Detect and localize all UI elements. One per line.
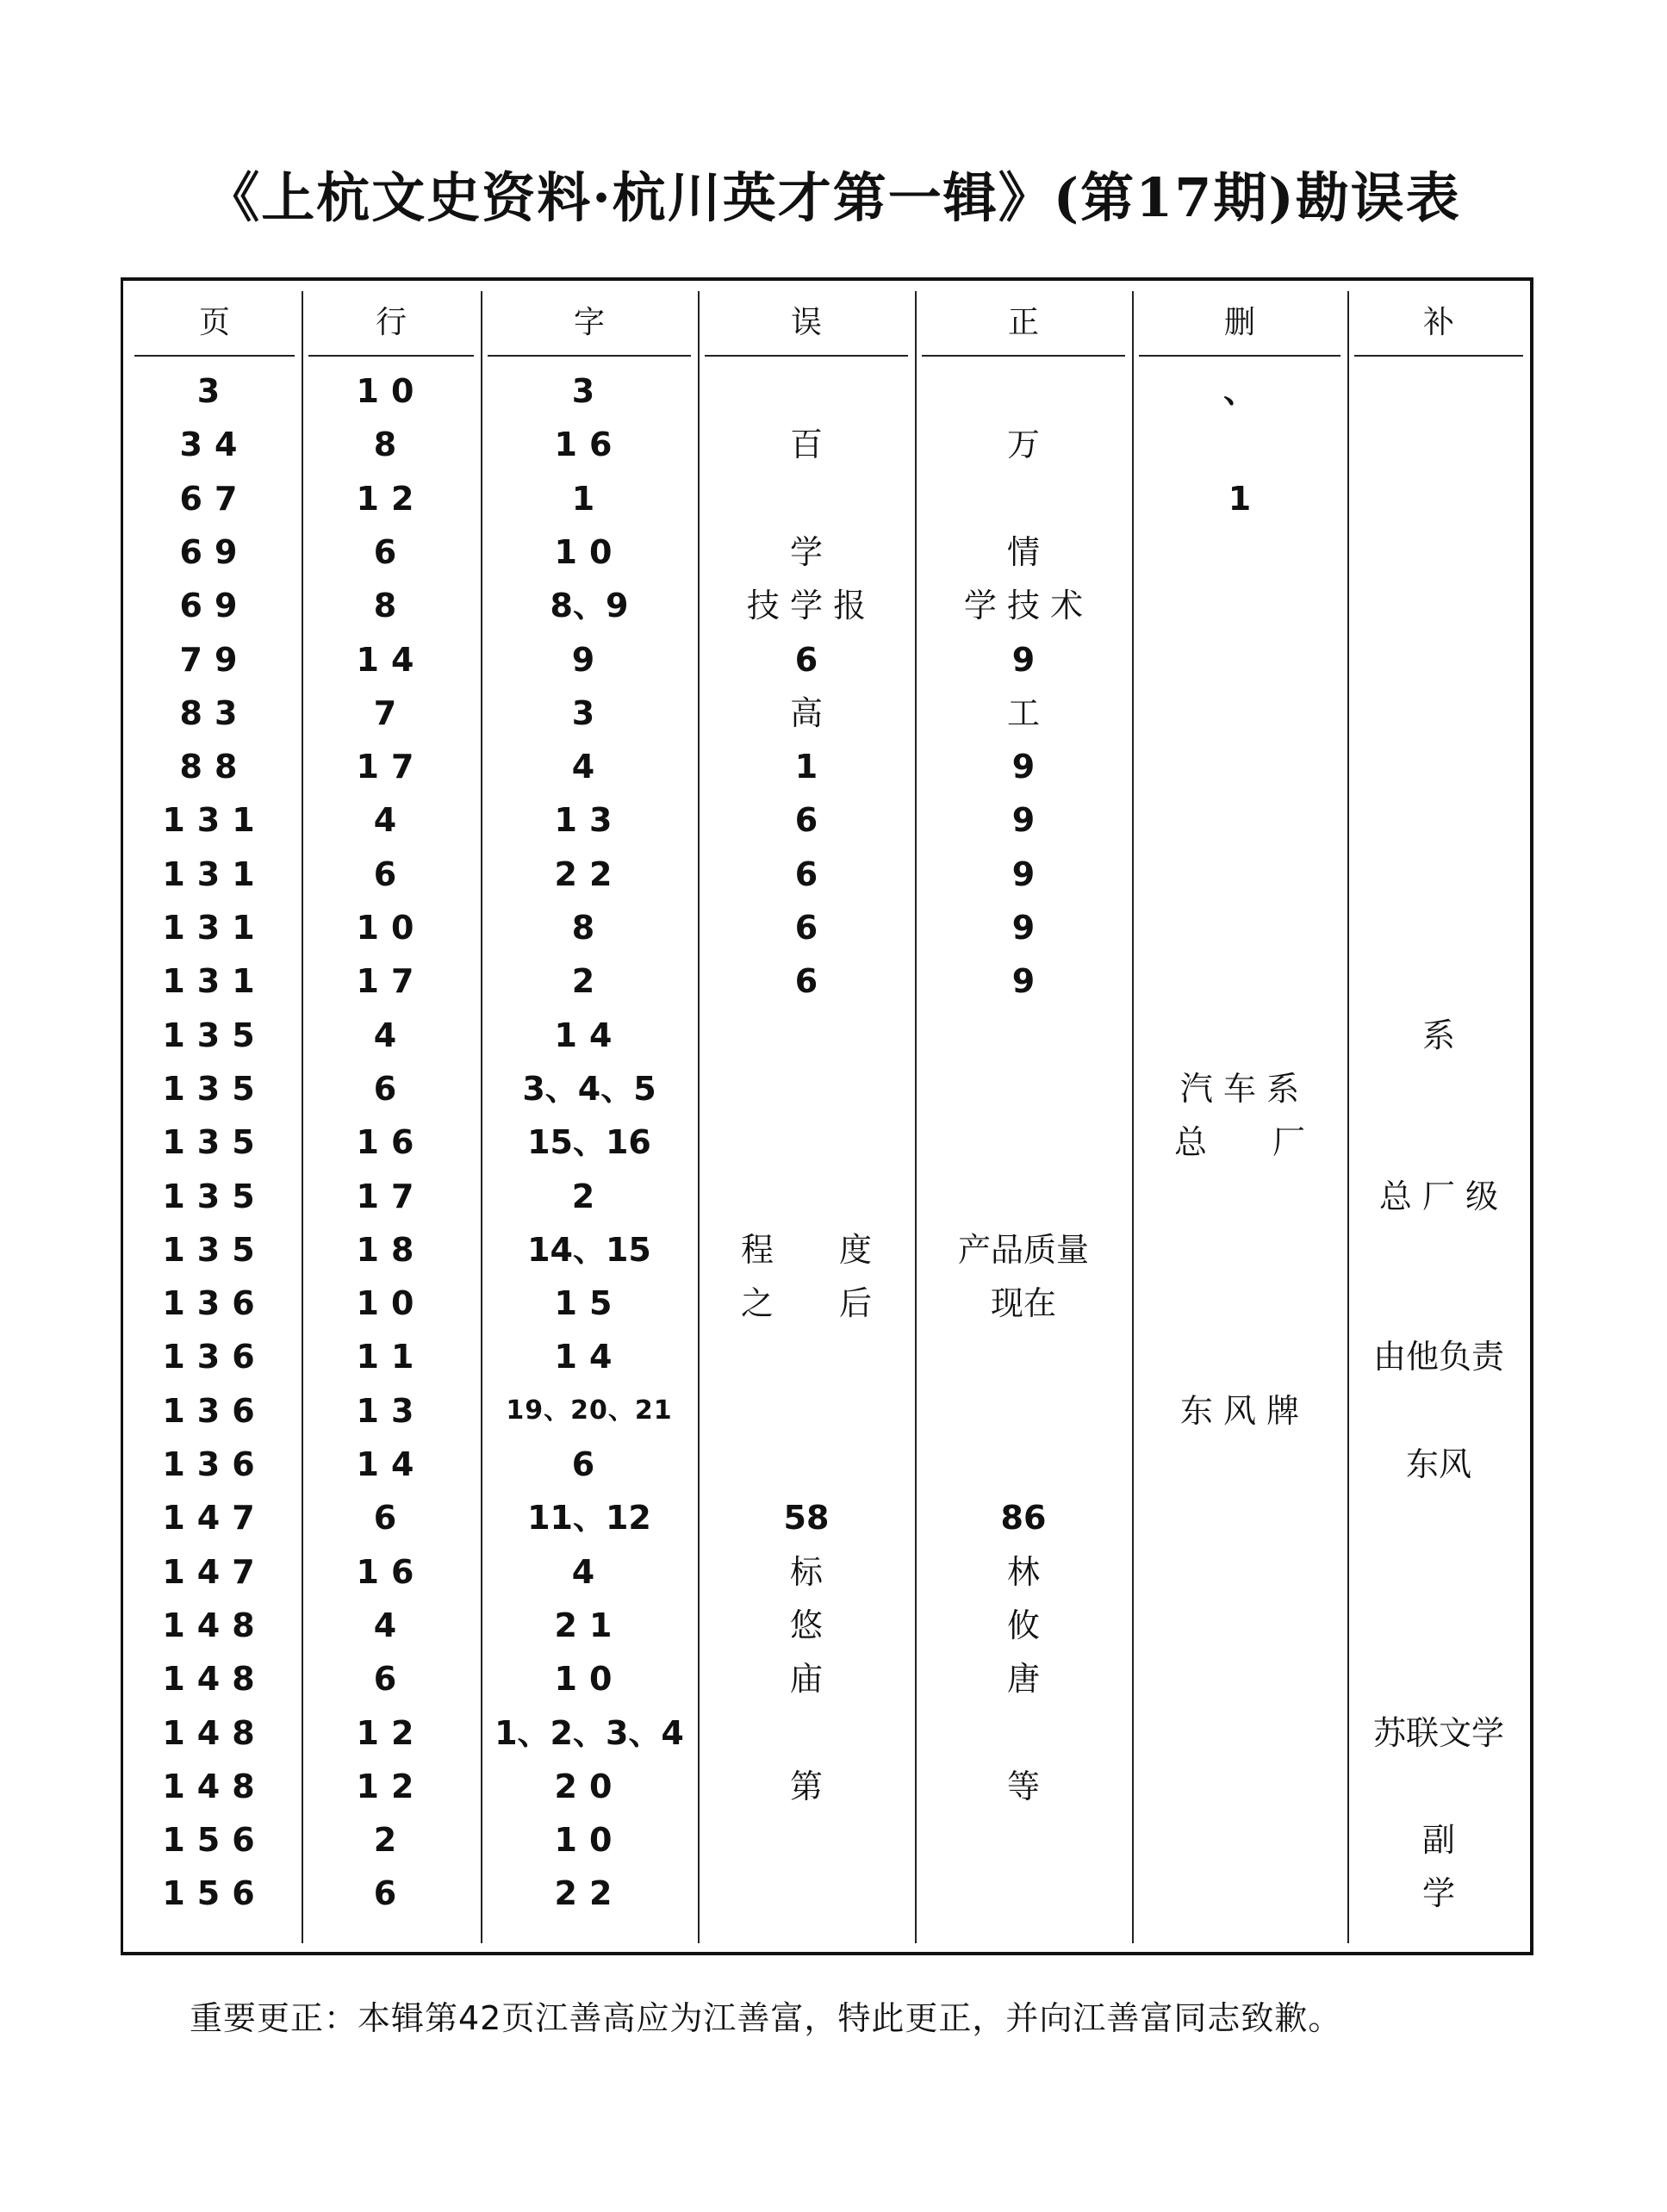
header-delete: 删 xyxy=(1223,305,1255,340)
cell-char: 8 xyxy=(571,909,607,947)
cell-page: 148 xyxy=(162,1713,267,1752)
cell-line: 16 xyxy=(356,1552,426,1591)
cell-page: 148 xyxy=(162,1767,267,1805)
cell-line: 13 xyxy=(356,1391,426,1430)
cell-error: 程 度 xyxy=(740,1230,872,1269)
cell-char: 21 xyxy=(554,1606,625,1644)
cell-delete: 汽 车 系 xyxy=(1179,1069,1300,1108)
header-underline xyxy=(1354,355,1523,357)
cell-line: 4 xyxy=(373,801,409,840)
cell-page: 136 xyxy=(162,1391,267,1430)
cell-line: 6 xyxy=(373,1069,409,1108)
cell-line: 4 xyxy=(373,1606,409,1644)
cell-char: 3 xyxy=(571,372,607,410)
cell-line: 6 xyxy=(373,1660,409,1699)
cell-char: 11、12 xyxy=(527,1499,651,1538)
cell-line: 6 xyxy=(373,854,409,893)
cell-char: 16 xyxy=(554,426,625,464)
cell-correct: 情 xyxy=(1006,532,1040,571)
cell-line: 6 xyxy=(373,532,409,571)
cell-page: 147 xyxy=(162,1552,267,1591)
cell-line: 8 xyxy=(373,587,409,625)
cell-add: 由他负责 xyxy=(1372,1338,1504,1376)
cell-line: 6 xyxy=(373,1499,409,1538)
cell-delete: 1 xyxy=(1228,479,1252,518)
cell-error: 悠 xyxy=(789,1606,823,1644)
cell-error: 高 xyxy=(789,693,823,732)
page-title: 《上杭文史资料·杭川英才第一辑》(第17期)勘误表 xyxy=(206,166,1461,229)
cell-correct: 万 xyxy=(1006,426,1040,464)
header-line: 行 xyxy=(375,305,407,340)
cell-char: 15 xyxy=(554,1284,625,1323)
cell-char: 22 xyxy=(554,1874,625,1913)
cell-char: 2 xyxy=(571,962,607,1001)
cell-page: 135 xyxy=(162,1123,267,1162)
cell-error: 百 xyxy=(789,426,823,464)
cell-error: 庙 xyxy=(789,1660,823,1699)
footer-note: 重要更正：本辑第42页江善高应为江善富，特此更正，并向江善富同志致歉。 xyxy=(190,1999,1342,2037)
cell-page: 148 xyxy=(162,1606,267,1644)
cell-page: 88 xyxy=(179,748,250,786)
cell-line: 10 xyxy=(356,372,426,410)
cell-line: 14 xyxy=(356,640,426,679)
cell-correct: 9 xyxy=(1011,962,1036,1001)
cell-page: 69 xyxy=(179,587,250,625)
cell-add: 东风 xyxy=(1405,1445,1471,1483)
cell-line: 10 xyxy=(356,1284,426,1323)
cell-char: 14 xyxy=(554,1338,625,1376)
cell-correct: 唐 xyxy=(1006,1660,1040,1699)
cell-char: 2 xyxy=(571,1177,607,1215)
cell-error: 第 xyxy=(789,1767,823,1805)
cell-add: 学 xyxy=(1421,1874,1455,1913)
cell-delete: 东 风 牌 xyxy=(1179,1391,1300,1430)
cell-page: 147 xyxy=(162,1499,267,1538)
cell-error: 6 xyxy=(794,854,818,893)
header-page: 页 xyxy=(198,305,230,340)
cell-correct: 林 xyxy=(1006,1552,1040,1591)
cell-error: 58 xyxy=(783,1499,830,1538)
cell-correct: 现在 xyxy=(990,1284,1056,1323)
cell-line: 12 xyxy=(356,1713,426,1752)
header-underline xyxy=(488,355,691,357)
cell-page: 79 xyxy=(179,640,250,679)
cell-correct: 工 xyxy=(1006,693,1040,732)
cell-error: 6 xyxy=(794,909,818,947)
cell-char: 15、16 xyxy=(527,1123,651,1162)
cell-char: 14、15 xyxy=(527,1230,651,1269)
header-underline xyxy=(308,355,474,357)
header-underline xyxy=(134,355,295,357)
cell-char: 9 xyxy=(571,640,607,679)
column-divider xyxy=(1347,291,1349,1943)
cell-char: 10 xyxy=(554,1660,625,1699)
cell-line: 17 xyxy=(356,1177,426,1215)
cell-correct: 9 xyxy=(1011,909,1036,947)
cell-line: 12 xyxy=(356,479,426,518)
cell-line: 14 xyxy=(356,1445,426,1483)
cell-page: 156 xyxy=(162,1821,267,1860)
header-add: 补 xyxy=(1422,305,1454,340)
cell-char: 10 xyxy=(554,532,625,571)
cell-add: 副 xyxy=(1421,1821,1455,1860)
cell-char: 1 xyxy=(571,479,607,518)
cell-char: 4 xyxy=(571,1552,607,1591)
cell-char: 8、9 xyxy=(550,587,629,625)
cell-page: 148 xyxy=(162,1660,267,1699)
cell-page: 3 xyxy=(196,372,233,410)
cell-error: 标 xyxy=(789,1552,823,1591)
header-underline xyxy=(922,355,1125,357)
cell-page: 69 xyxy=(179,532,250,571)
cell-line: 16 xyxy=(356,1123,426,1162)
header-underline xyxy=(705,355,908,357)
cell-correct: 9 xyxy=(1011,748,1036,786)
cell-correct: 9 xyxy=(1011,640,1036,679)
cell-correct: 9 xyxy=(1011,801,1036,840)
header-error: 误 xyxy=(790,305,822,340)
cell-correct: 学 技 术 xyxy=(963,587,1084,625)
cell-char: 6 xyxy=(571,1445,607,1483)
cell-page: 136 xyxy=(162,1338,267,1376)
cell-correct: 86 xyxy=(1000,1499,1047,1538)
cell-char: 14 xyxy=(554,1016,625,1054)
cell-char: 1、2、3、4 xyxy=(495,1713,684,1752)
cell-add: 苏联文学 xyxy=(1372,1713,1504,1752)
cell-line: 18 xyxy=(356,1230,426,1269)
cell-delete: 、 xyxy=(1222,372,1256,410)
cell-correct: 等 xyxy=(1006,1767,1040,1805)
cell-add: 系 xyxy=(1421,1016,1455,1054)
cell-char: 22 xyxy=(554,854,625,893)
cell-line: 11 xyxy=(356,1338,426,1376)
cell-error: 之 后 xyxy=(740,1284,872,1323)
cell-line: 2 xyxy=(373,1821,409,1860)
header-underline xyxy=(1139,355,1340,357)
cell-char: 3 xyxy=(571,693,607,732)
cell-page: 67 xyxy=(179,479,250,518)
header-char: 字 xyxy=(573,305,605,340)
cell-page: 136 xyxy=(162,1445,267,1483)
cell-add: 总 厂 级 xyxy=(1378,1177,1499,1215)
cell-page: 131 xyxy=(162,854,267,893)
cell-page: 131 xyxy=(162,801,267,840)
cell-line: 4 xyxy=(373,1016,409,1054)
cell-line: 8 xyxy=(373,426,409,464)
cell-char: 20 xyxy=(554,1767,625,1805)
cell-correct: 产品质量 xyxy=(957,1230,1089,1269)
cell-line: 6 xyxy=(373,1874,409,1913)
cell-char: 10 xyxy=(554,1821,625,1860)
cell-error: 6 xyxy=(794,640,818,679)
cell-page: 135 xyxy=(162,1177,267,1215)
cell-page: 131 xyxy=(162,909,267,947)
cell-page: 131 xyxy=(162,962,267,1001)
cell-error: 技 学 报 xyxy=(746,587,867,625)
cell-char: 13 xyxy=(554,801,625,840)
cell-page: 135 xyxy=(162,1016,267,1054)
cell-page: 136 xyxy=(162,1284,267,1323)
header-correct: 正 xyxy=(1007,305,1039,340)
cell-line: 12 xyxy=(356,1767,426,1805)
cell-page: 156 xyxy=(162,1874,267,1913)
cell-char: 3、4、5 xyxy=(522,1069,656,1108)
cell-error: 6 xyxy=(794,801,818,840)
cell-line: 17 xyxy=(356,748,426,786)
cell-error: 1 xyxy=(794,748,818,786)
cell-delete: 总 厂 xyxy=(1173,1123,1305,1162)
cell-line: 7 xyxy=(373,693,409,732)
cell-line: 17 xyxy=(356,962,426,1001)
cell-page: 135 xyxy=(162,1230,267,1269)
cell-page: 34 xyxy=(179,426,250,464)
cell-page: 83 xyxy=(179,693,250,732)
cell-page: 135 xyxy=(162,1069,267,1108)
cell-correct: 攸 xyxy=(1006,1606,1040,1644)
cell-error: 学 xyxy=(789,532,823,571)
cell-error: 6 xyxy=(794,962,818,1001)
cell-line: 10 xyxy=(356,909,426,947)
cell-char: 19、20、21 xyxy=(506,1395,673,1426)
cell-char: 4 xyxy=(571,748,607,786)
cell-correct: 9 xyxy=(1011,854,1036,893)
